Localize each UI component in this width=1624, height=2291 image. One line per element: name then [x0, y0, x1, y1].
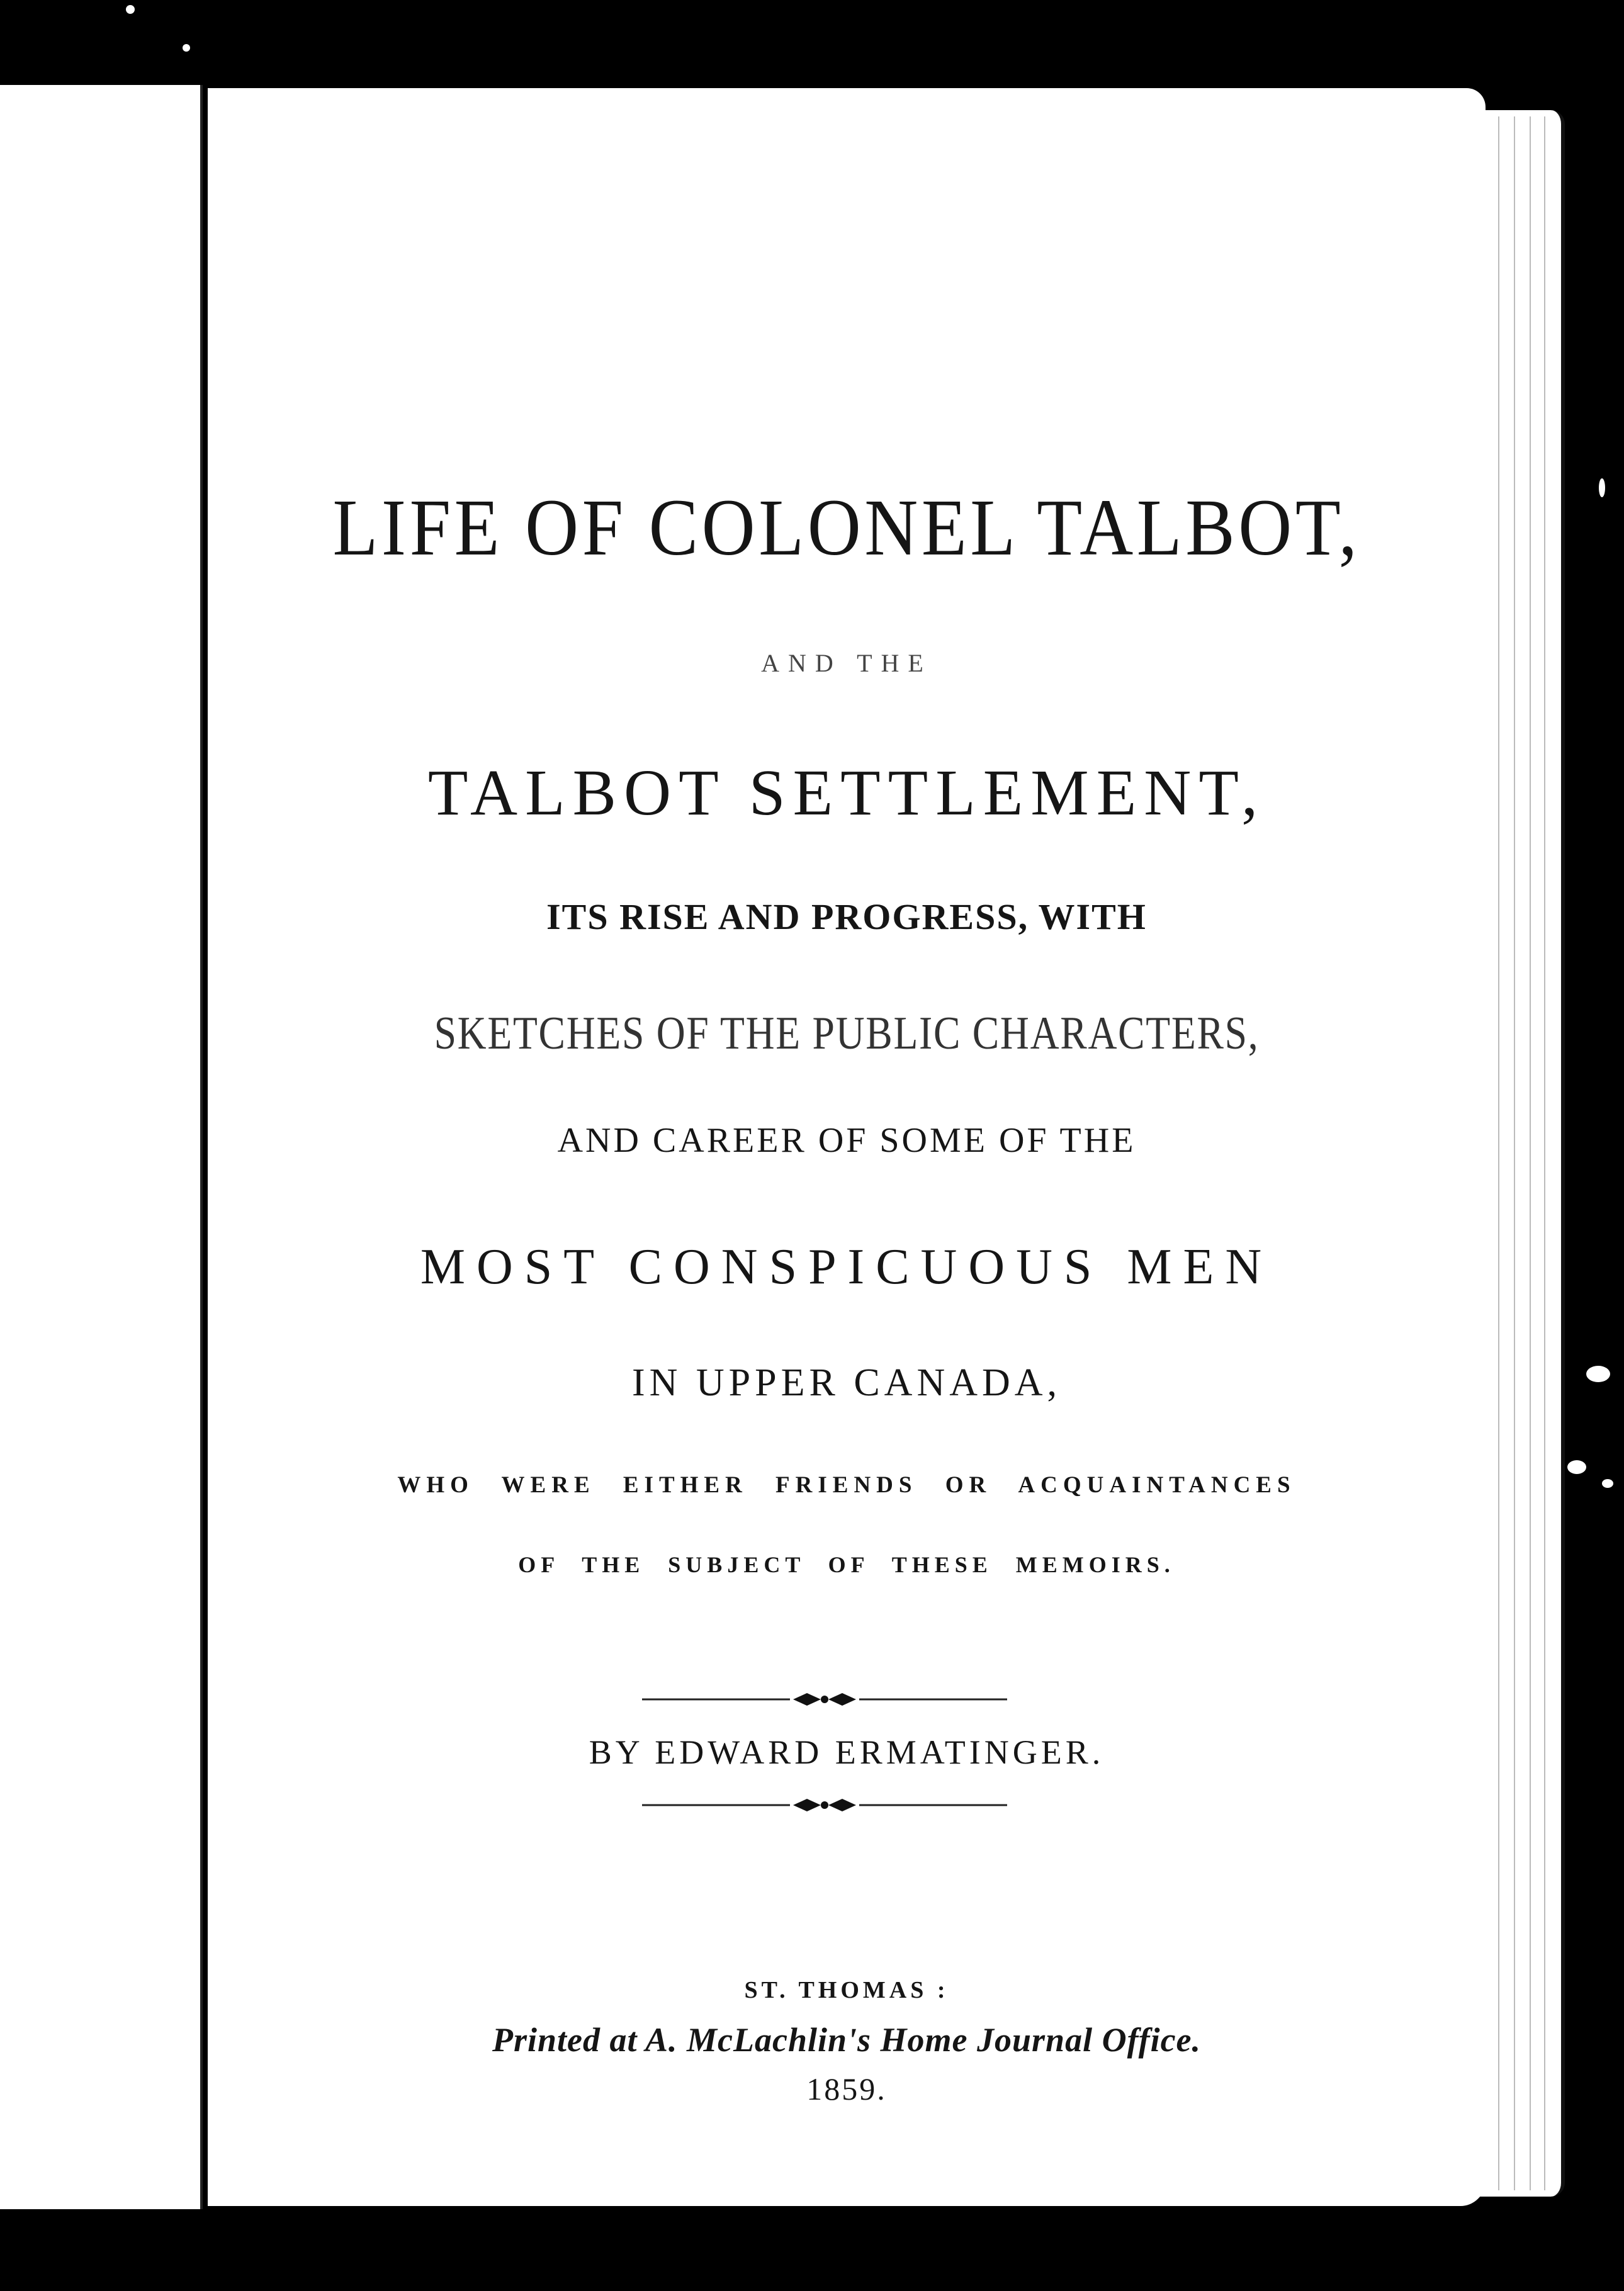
- description-line: IN UPPER CANADA,: [631, 1361, 1062, 1404]
- description-line: OF THE SUBJECT OF THESE MEMOIRS.: [518, 1552, 1175, 1577]
- imprint-place: ST. THOMAS :: [744, 1977, 949, 2003]
- imprint-printer: Printed at A. McLachlin's Home Journal Office.: [492, 2021, 1202, 2059]
- scan-speck: [1567, 1460, 1586, 1474]
- imprint-year: 1859.: [806, 2071, 887, 2107]
- page-edge-line: [1514, 116, 1515, 2190]
- title-page: [208, 88, 1486, 2206]
- page-edge-line: [1498, 116, 1499, 2190]
- scan-speck: [1602, 1479, 1613, 1488]
- description-line: MOST CONSPICUOUS MEN: [420, 1239, 1273, 1295]
- description-line: AND CAREER OF SOME OF THE: [557, 1121, 1136, 1160]
- ornamental-rule-top: [642, 1687, 1007, 1712]
- book-gutter: [203, 85, 208, 2209]
- scan-speck: [1586, 1366, 1610, 1382]
- description-line: ITS RISE AND PROGRESS, WITH: [546, 896, 1147, 937]
- scan-speck: [183, 44, 190, 52]
- title-connector: AND THE: [761, 649, 932, 677]
- author-line: BY EDWARD ERMATINGER.: [589, 1733, 1105, 1771]
- facing-page: [0, 85, 201, 2209]
- page-edge-line: [1544, 116, 1545, 2190]
- ornamental-rule-bottom: [642, 1793, 1007, 1818]
- scan-speck: [126, 5, 135, 14]
- book-title: LIFE OF COLONEL TALBOT,: [332, 483, 1361, 572]
- scan-speck: [1599, 478, 1605, 497]
- description-line: SKETCHES OF THE PUBLIC CHARACTERS,: [434, 1008, 1260, 1059]
- book-subtitle: TALBOT SETTLEMENT,: [427, 757, 1266, 829]
- description-line: WHO WERE EITHER FRIENDS OR ACQUAINTANCES: [397, 1472, 1296, 1498]
- page-edge-line: [1530, 116, 1531, 2190]
